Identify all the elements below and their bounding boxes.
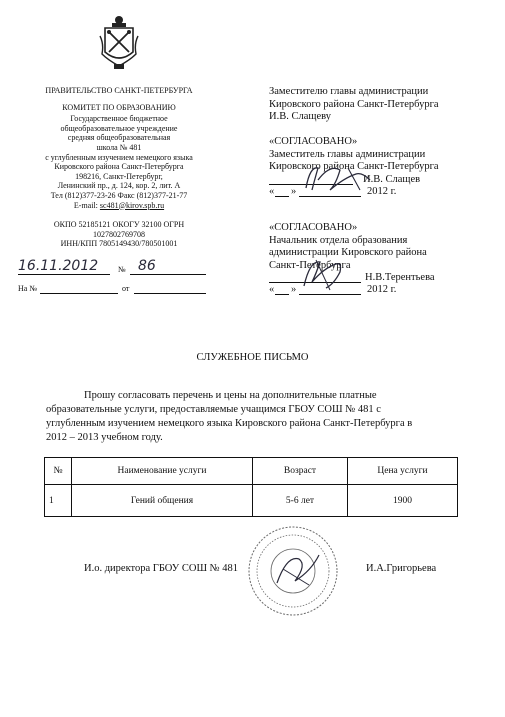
org-line: с углубленным изучением немецкого языка [45, 152, 193, 162]
org-line: средняя общеобразовательная [67, 133, 171, 143]
date-open-quote: « [269, 185, 275, 197]
email-link[interactable]: sc481@kirov.spb.ru [99, 200, 165, 210]
date-year: 2012 г. [367, 185, 397, 197]
director-position: И.о. директора ГБОУ СОШ № 481 [84, 563, 239, 574]
body-line: 2012 – 2013 учебном году. [46, 432, 163, 443]
approval-position: администрации Кировского района [269, 247, 427, 258]
org-line: школа № 481 [96, 142, 142, 152]
reference-number-label: На № [18, 284, 37, 293]
registration-date: 16.11.2012 [18, 259, 110, 275]
addressee-name: И.В. Слащеву [269, 111, 331, 122]
ogrn-value: 1027802769708 [93, 229, 145, 239]
date-day-blank [275, 284, 289, 295]
table-cell: Гений общения [72, 485, 253, 517]
table-header-row [45, 458, 458, 485]
date-open-quote: « [269, 284, 275, 295]
org-line: общеобразовательное учреждение [60, 123, 178, 133]
handwritten-signature-2 [296, 256, 356, 292]
registration-line [18, 259, 206, 275]
email-label: E-mail: [73, 200, 98, 210]
okpo-line: ОКПО 52185121 ОКОГУ 32100 ОГРН [53, 220, 185, 230]
approval-position: Заместитель главы администрации [269, 148, 426, 160]
approval-heading: «СОГЛАСОВАНО» [269, 136, 358, 147]
body-line: Прошу согласовать перечень и цены на дополнительные платные [84, 390, 377, 401]
org-line: Тел (812)377-23-26 Факс (812)377-21-77 [50, 190, 188, 200]
official-stamp [247, 525, 339, 617]
org-line: Ленинский пр., д. 124, кор. 2, лит. А [57, 181, 181, 191]
inn-kpp-line: ИНН/КПП 7805149430/780501001 [60, 239, 178, 249]
approval-signer: И.В. Слащев [363, 173, 421, 185]
table-header-cell: № [45, 458, 72, 485]
table-header-cell: Возраст [253, 458, 348, 485]
table-header-cell: Цена услуги [348, 458, 458, 485]
table-cell: 1 [45, 485, 72, 517]
reference-number-blank [40, 284, 118, 294]
letter-body [46, 389, 458, 445]
table-cell: 5-6 лет [253, 485, 348, 517]
registration-number-label: № [118, 265, 126, 274]
email-line [10, 201, 228, 211]
table-cell: 1900 [348, 485, 458, 517]
date-close-quote: » [291, 185, 297, 197]
reference-date-label: от [122, 284, 130, 293]
handwritten-signature-1 [300, 160, 380, 196]
table-row [45, 485, 458, 517]
approval-heading: «СОГЛАСОВАНО» [269, 222, 358, 233]
table-header-cell: Наименование услуги [72, 458, 253, 485]
addressee [269, 86, 499, 124]
org-line: Кировского района Санкт-Петербурга [54, 162, 184, 172]
reference-line [18, 284, 206, 296]
government-name: ПРАВИТЕЛЬСТВО САНКТ-ПЕТЕРБУРГА [45, 86, 193, 95]
org-line: Государственное бюджетное [70, 114, 168, 124]
addressee-line: Кировского района Санкт-Петербурга [269, 98, 439, 110]
letter-title: СЛУЖЕБНОЕ ПИСЬМО [196, 352, 309, 363]
committee-name: КОМИТЕТ ПО ОБРАЗОВАНИЮ [62, 102, 176, 112]
coat-of-arms-emblem [98, 14, 140, 70]
addressee-line: Заместителю главы администрации [269, 86, 429, 97]
org-line: 198216, Санкт-Петербург, [75, 171, 163, 181]
reference-date-blank [134, 284, 206, 294]
approval-signer: Н.В.Терентьева [365, 272, 435, 283]
body-line: образовательные услуги, предоставляемые учащимся ГБОУ СОШ № 481 с [46, 404, 381, 415]
registration-number: 86 [130, 259, 206, 275]
date-year: 2012 г. [367, 284, 397, 295]
services-table [44, 457, 458, 517]
letterhead [10, 86, 228, 249]
date-day-blank [275, 186, 289, 197]
director-name: И.А.Григорьева [366, 563, 437, 574]
approval-position: Санкт-Петербурга [269, 259, 351, 271]
body-line: углубленным изучением немецкого языка Кировского района Санкт-Петербурга в [46, 418, 413, 429]
date-close-quote: » [291, 284, 297, 295]
approval-position: Кировского района Санкт-Петербурга [269, 161, 439, 172]
approval-position: Начальник отдела образования [269, 234, 408, 246]
